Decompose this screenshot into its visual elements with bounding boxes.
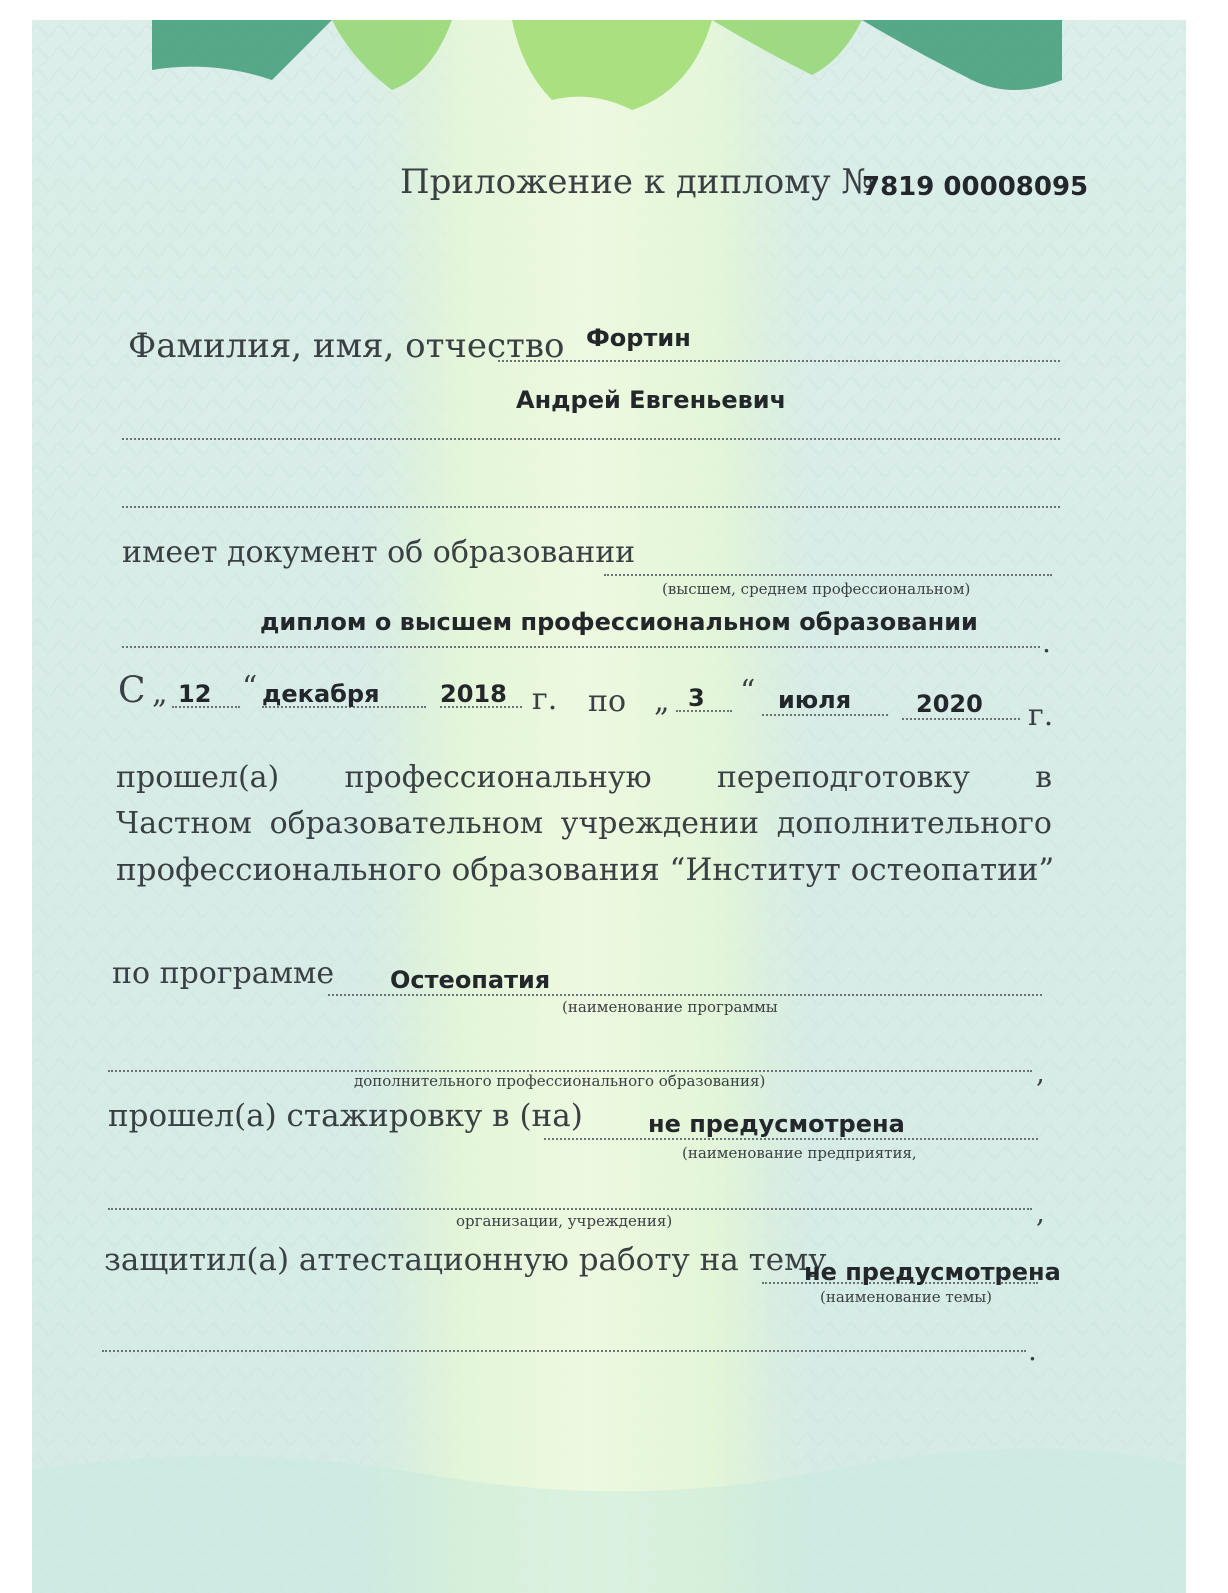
training-word: образовательном xyxy=(269,806,544,841)
program-label: по программе xyxy=(112,956,335,991)
education-type-line xyxy=(604,574,1052,576)
program-line-1 xyxy=(328,994,1042,996)
period-from-label: С xyxy=(118,670,146,711)
supplement-title: Приложение к диплому № xyxy=(400,162,874,202)
diploma-number: 7819 00008095 xyxy=(862,172,1089,202)
training-word: учреждении xyxy=(560,806,760,841)
thesis-line-2 xyxy=(102,1350,1026,1352)
full-name-line-1 xyxy=(498,360,1060,362)
internship-line-2 xyxy=(108,1208,1032,1210)
internship-hint-2: организации, учреждения) xyxy=(456,1212,673,1230)
internship-hint-1: (наименование предприятия, xyxy=(682,1144,917,1162)
from-open-quote: „ xyxy=(152,676,168,711)
diploma-supplement-sheet xyxy=(32,20,1186,1593)
training-word: профессиональную xyxy=(344,760,652,795)
education-hint: (высшем, среднем профессиональном) xyxy=(662,580,971,598)
to-year-value: 2020 xyxy=(916,690,983,718)
thesis-period-mark: . xyxy=(1028,1334,1037,1367)
education-doc-line xyxy=(122,646,1040,648)
program-hint-1: (наименование программы xyxy=(562,998,778,1016)
thesis-label: защитил(а) аттестационную работу на тему xyxy=(104,1242,827,1278)
name-patronymic-value: Андрей Евгеньевич xyxy=(516,386,787,414)
period-to-label: по xyxy=(588,684,627,719)
surname-value: Фортин xyxy=(586,324,691,352)
training-word: Частном xyxy=(116,806,252,841)
institution-name: профессионального образования “Институт остеопатии” xyxy=(116,852,1055,888)
program-value: Остеопатия xyxy=(390,966,551,994)
from-year-value: 2018 xyxy=(440,680,507,708)
thesis-hint: (наименование темы) xyxy=(820,1288,993,1306)
training-word: в xyxy=(1035,760,1052,795)
full-name-line-3 xyxy=(122,506,1060,508)
training-line-1 xyxy=(116,760,1052,795)
full-name-label: Фамилия, имя, отчество xyxy=(128,326,565,366)
to-month-value: июля xyxy=(778,686,852,714)
to-year-suffix: г. xyxy=(1028,698,1054,733)
internship-value: не предусмотрена xyxy=(648,1110,905,1138)
training-word: прошел(а) xyxy=(116,760,280,795)
to-open-quote: „ xyxy=(654,684,670,719)
full-name-line-2 xyxy=(122,438,1060,440)
training-word: переподготовку xyxy=(716,760,970,795)
from-day-value: 12 xyxy=(178,680,212,708)
training-line-2 xyxy=(116,806,1052,841)
internship-label: прошел(а) стажировку в (на) xyxy=(108,1098,583,1134)
to-month-line xyxy=(762,714,888,716)
thesis-value: не предусмотрена xyxy=(804,1258,1061,1286)
education-period-mark: . xyxy=(1042,626,1051,659)
education-doc-label: имеет документ об образовании xyxy=(122,535,636,570)
internship-comma: , xyxy=(1036,1196,1045,1229)
program-hint-2: дополнительного профессионального образования) xyxy=(354,1072,766,1090)
internship-line-1 xyxy=(544,1138,1038,1140)
to-close-quote: “ xyxy=(740,674,756,709)
from-close-quote: “ xyxy=(242,670,258,705)
training-word: дополнительного xyxy=(776,806,1052,841)
from-year-suffix: г. xyxy=(532,682,558,717)
to-day-value: 3 xyxy=(688,684,705,712)
education-doc-value: диплом о высшем профессиональном образовании xyxy=(260,608,978,636)
from-month-value: декабря xyxy=(262,680,380,708)
program-comma: , xyxy=(1036,1056,1045,1089)
to-year-line xyxy=(902,718,1020,720)
